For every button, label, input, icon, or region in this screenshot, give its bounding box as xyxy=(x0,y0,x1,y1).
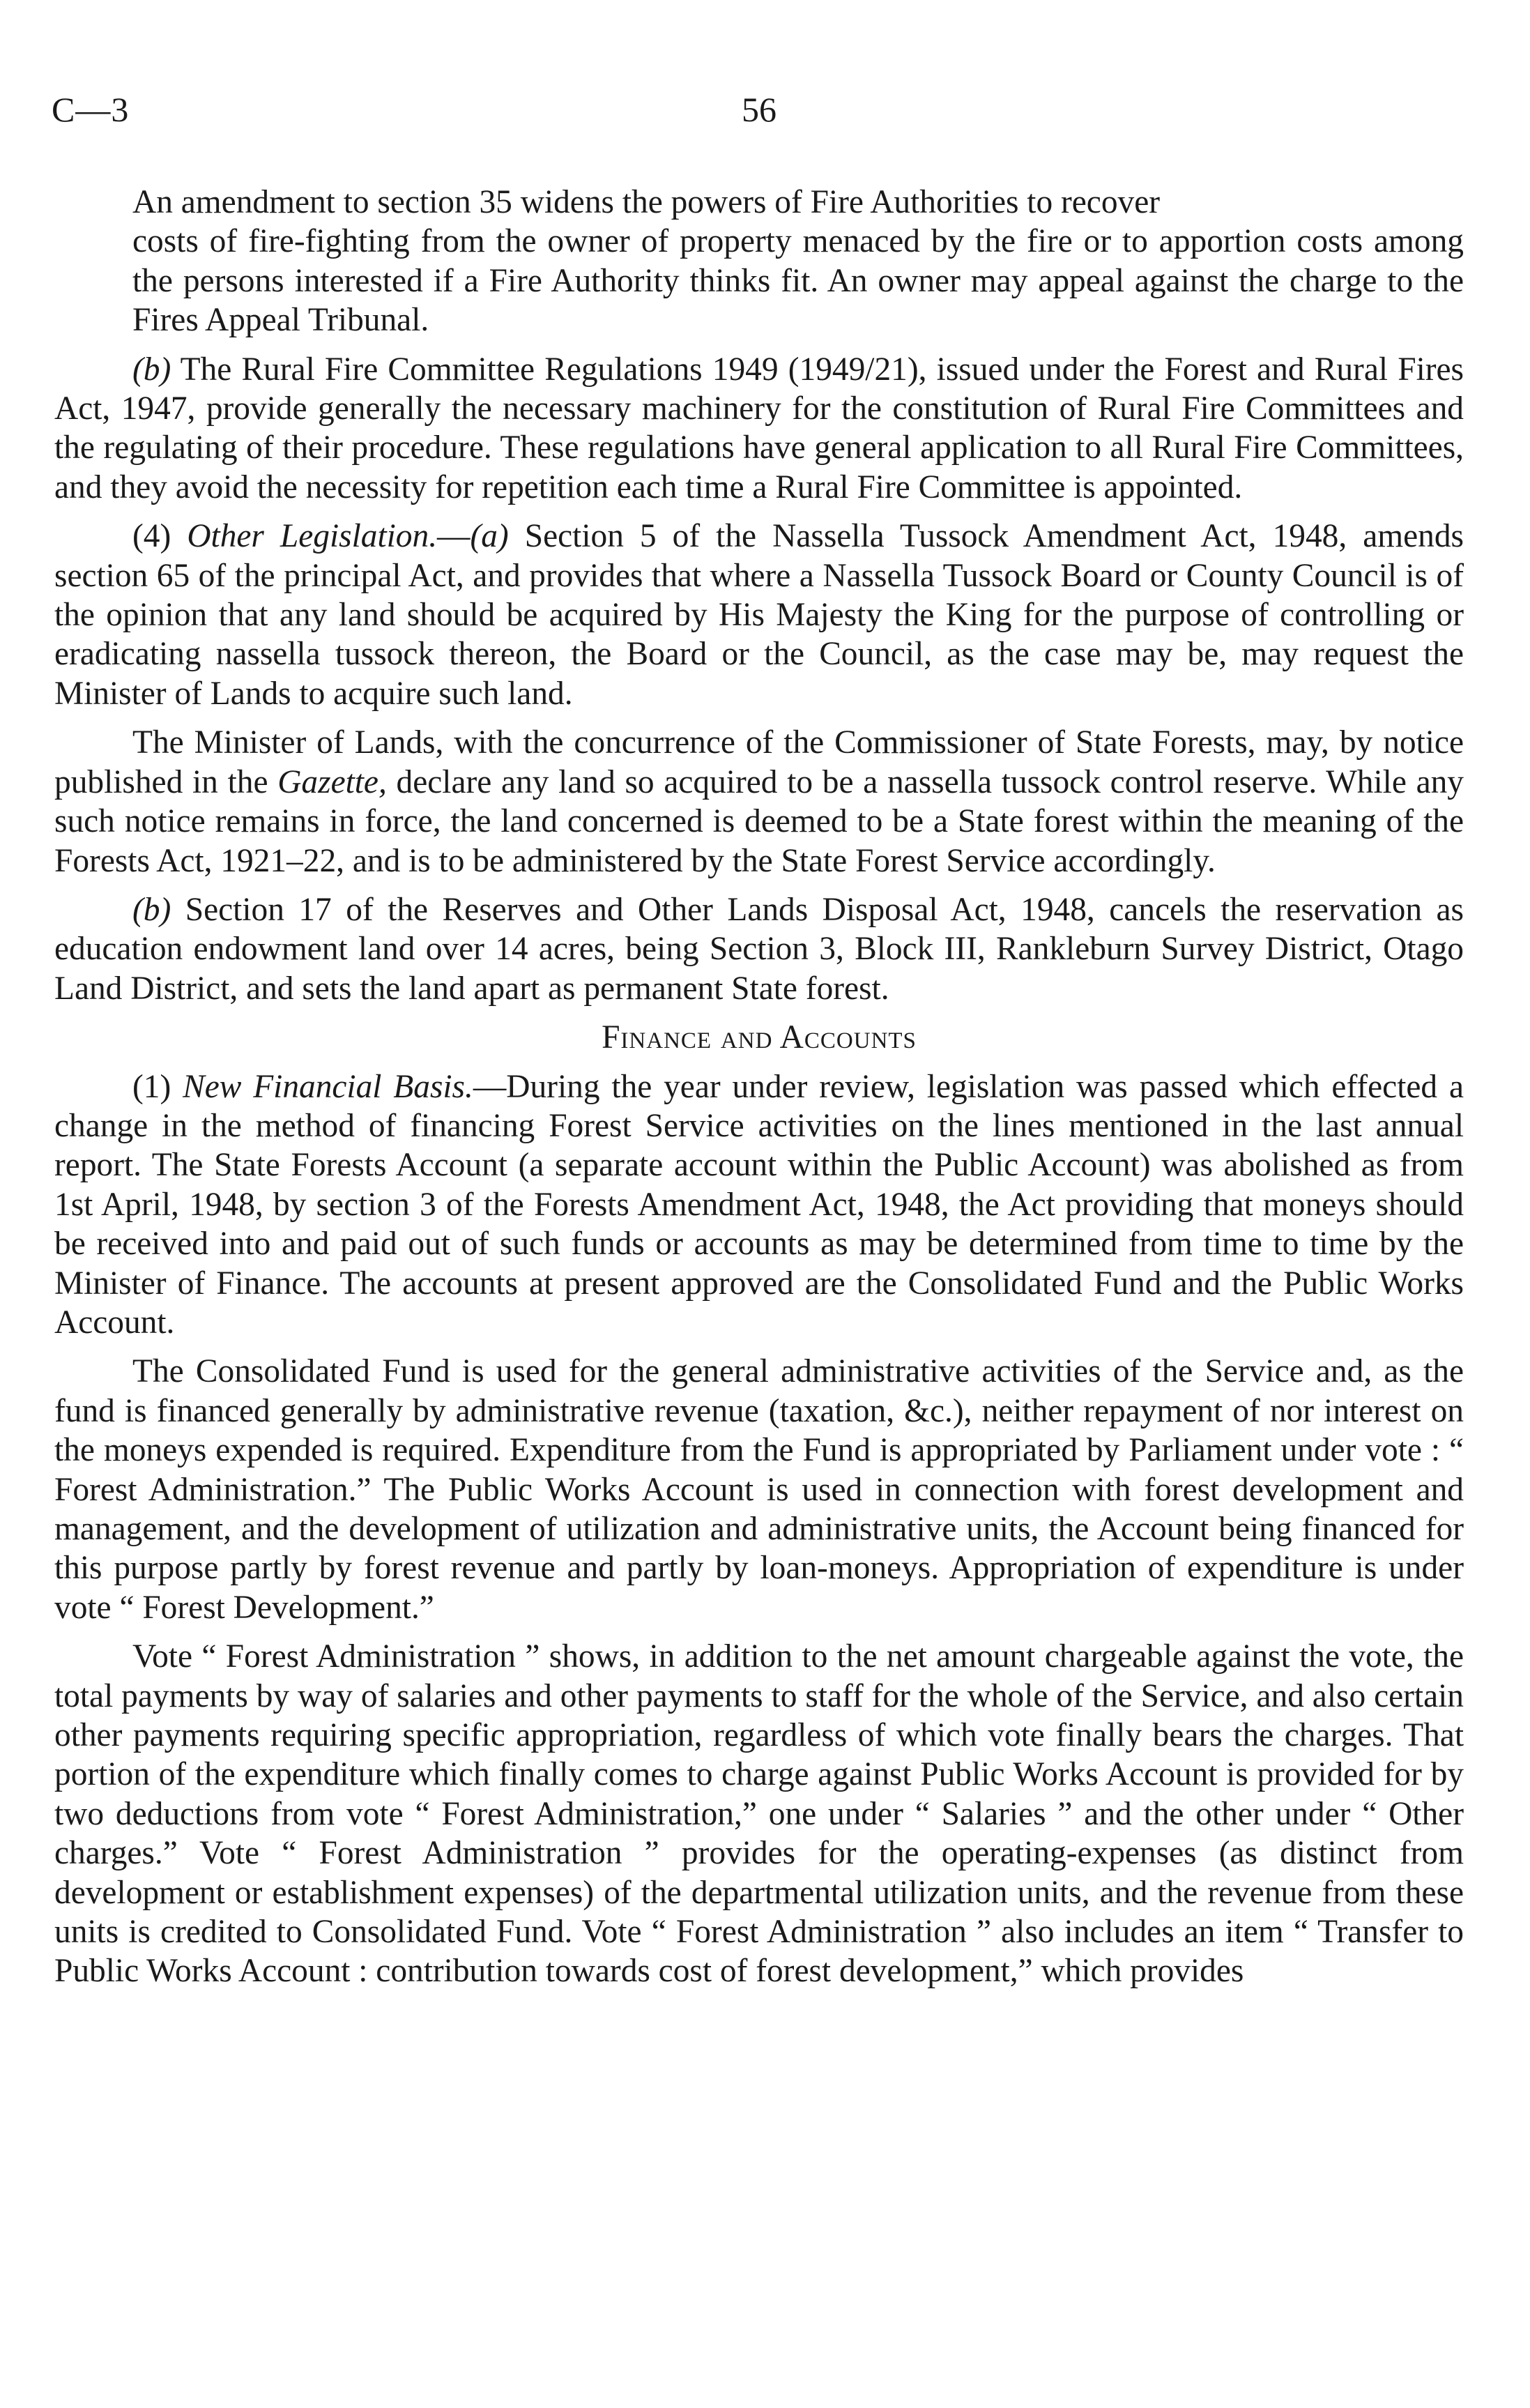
paragraph-reserves-act xyxy=(54,890,1464,1008)
series-code: C—3 xyxy=(52,90,130,129)
paragraph-continuation: costs of fire-fighting from the owner of property menaced by the fire or to apportion costs among the persons interested if a Fire Authority thinks fit. An owner may appeal against the charge to the Fires Appeal Tribunal. xyxy=(132,223,1464,339)
paragraph-new-financial-basis xyxy=(54,1067,1464,1343)
paragraph-consolidated-fund: The Consolidated Fund is used for the general administrative activities of the Service and, as the fund is financed generally by administrative revenue (taxation, &c.), neither repayment of nor interest on the moneys expended is required. Expenditure from the Fund is appropriated by Parliament under vote : “ Forest Administration.” The Public Works Account is used in connection with forest development and management, and the development of utilization and administrative units, the Account being financed for this purpose partly by forest revenue and partly by loan-moneys. Appropriation of expenditure is under vote “ Forest Development.” xyxy=(54,1353,1464,1626)
subsection-title: New Financial Basis. xyxy=(183,1068,473,1105)
gazette-reference: Gazette, xyxy=(277,763,387,800)
paragraph-text: The Rural Fire Committee Regulations 1949 (1949/21), issued under the Forest and Rural Fires Act, 1947, provide generally the necessary machinery for the constitution of Rural Fire Committees and the regulating of their procedure. These regulations have general application to all Rural Fire Committees, and they avoid the necessity for repetition each time a Rural Fire Committee is appointed. xyxy=(54,351,1464,505)
paragraph-fire-authority-amendment xyxy=(54,183,1464,340)
paragraph-text: The Minister of Lands, with the concurrence of the Commissioner of State Forests, may, by notice published in the xyxy=(54,724,1464,800)
list-marker: (b) xyxy=(132,351,171,388)
paragraph-text: —During the year under review, legislation was passed which effected a change in the method of financing Forest Service activities on the lines mentioned in the last annual report. The State Forests Account (a separate account within the Public Account) was abolished as from 1st April, 1948, by section 3 of the Forests Amendment Act, 1948, the Act providing that moneys should be received into and paid out of such funds or accounts as may be determined from time to time by the Minister of Finance. The accounts at present approved are the Consolidated Fund and the Public Works Account. xyxy=(54,1068,1464,1341)
list-marker: (b) xyxy=(132,891,171,928)
body-text xyxy=(54,183,1464,2001)
list-marker: (a) xyxy=(470,518,509,555)
dash: — xyxy=(437,518,471,555)
section-heading-finance: Finance and Accounts xyxy=(602,1019,917,1056)
paragraph-first-line: An amendment to section 35 widens the powers of Fire Authorities to recover xyxy=(132,184,1161,220)
subsection-title: Other Legislation. xyxy=(187,518,438,555)
section-number: (4) xyxy=(132,518,188,555)
paragraph-text: Section 5 of the Nassella Tussock Amendment Act, 1948, amends section 65 of the principal Act, and provides that where a Nassella Tussock Board or County Council is of the opinion that any land should be acquired by His Majesty the King for the purpose of controlling or eradicating nassella tussock thereon, the Board or the Council, as the case may be, may request the Minister of Lands to acquire such land. xyxy=(54,518,1464,712)
paragraph-other-legislation xyxy=(54,517,1464,713)
paragraph-vote-forest-administration: Vote “ Forest Administration ” shows, in addition to the net amount chargeable against the vote, the total payments by way of salaries and other payments to staff for the whole of the Service, and also certain other payments requiring specific appropriation, regardless of which vote finally bears the charges. That portion of the expenditure which finally comes to charge against Public Works Account is provided for by two deductions from vote “ Forest Administration,” one under “ Salaries ” and the other under “ Other charges.” Vote “ Forest Administration ” provides for the operating-expenses (as distinct from development or establishment expenses) of the departmental utilization units, and the revenue from these units is credited to Consolidated Fund. Vote “ Forest Administration ” also includes an item “ Transfer to Public Works Account : contribution towards cost of forest development,” which provides xyxy=(54,1638,1464,1990)
paragraph-text: Section 17 of the Reserves and Other Lands Disposal Act, 1948, cancels the reservation as education endowment land over 14 acres, being Section 3, Block III, Rankleburn Survey District, Otago Land District, and sets the land apart as permanent State forest. xyxy=(54,891,1464,1007)
paragraph-rural-fire-regulations xyxy=(54,350,1464,508)
paragraph-minister-of-lands xyxy=(54,723,1464,881)
page-number: 56 xyxy=(742,90,777,129)
paragraph-text: declare any land so acquired to be a nassella tussock control reserve. While any such notice remains in force, the land concerned is deemed to be a State forest within the meaning of the Forests Act, 1921–22, and is to be administered by the State Forest Service accordingly. xyxy=(54,763,1464,879)
page-header xyxy=(52,89,1467,145)
section-number: (1) xyxy=(132,1068,183,1105)
